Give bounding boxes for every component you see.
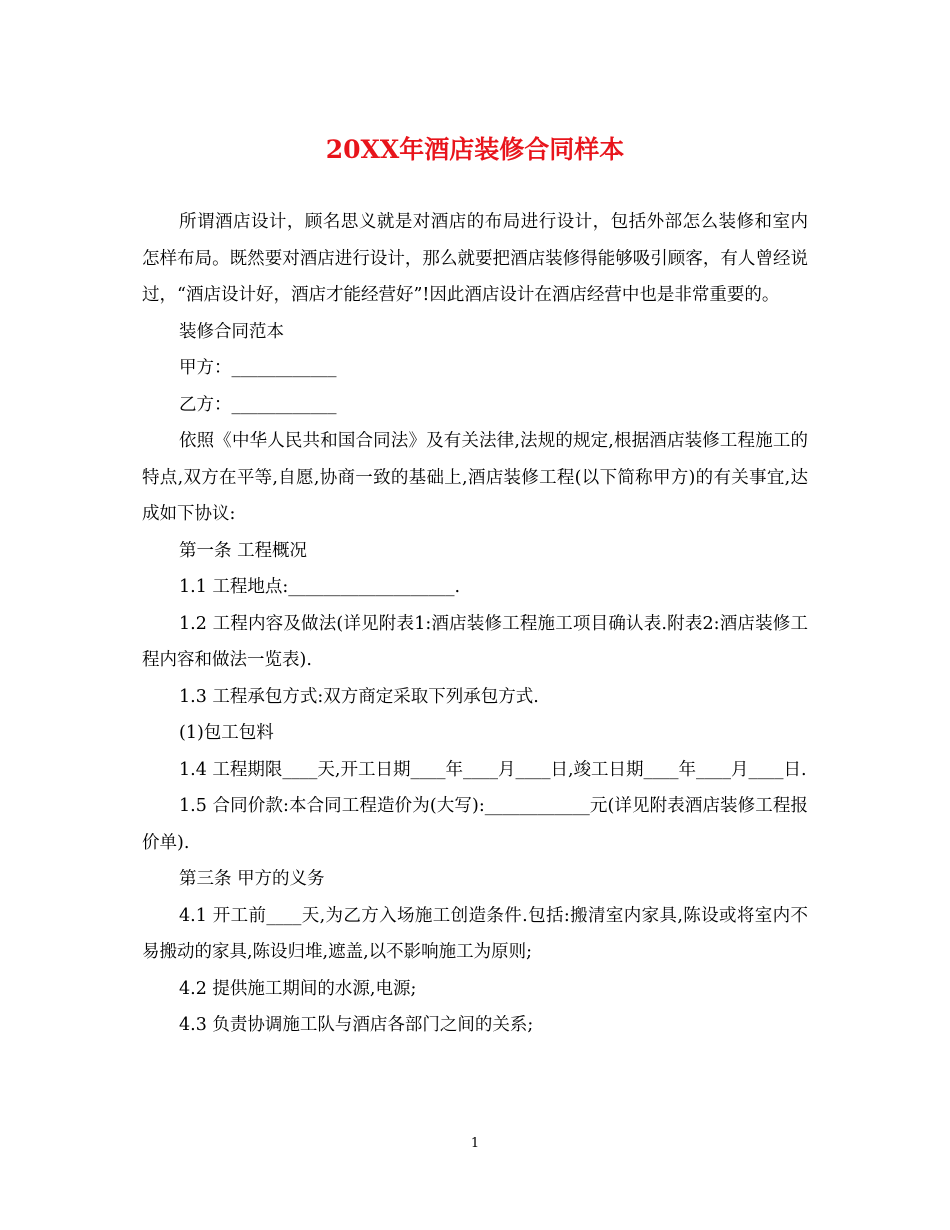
article-1-heading: 第一条 工程概况 [179, 540, 308, 561]
contract-template-heading: 装修合同范本 [179, 321, 284, 342]
party-a-line: 甲方：____________ [179, 358, 337, 378]
clause-1-1: 1.1 工程地点:___________________. [179, 577, 461, 597]
legal-basis-paragraph: 依照《中华人民共和国合同法》及有关法律,法规的规定,根据酒店装修工程施工的特点,双方在平等,自愿,协商一致的基础上,酒店装修工程(以下简称甲方)的有关事宜,达成如下协议: [142, 431, 808, 524]
clause-4-2: 4.2 提供施工期间的水源,电源; [179, 978, 417, 999]
clause-1-3-option: (1)包工包料 [179, 723, 274, 743]
clause-1-3: 1.3 工程承包方式:双方商定采取下列承包方式. [179, 686, 539, 707]
clause-4-3: 4.3 负责协调施工队与酒店各部门之间的关系; [179, 1015, 534, 1035]
page-number: 1 [470, 1136, 480, 1151]
clause-1-2: 1.2 工程内容及做法(详见附表1:酒店装修工程施工项目确认表.附表2:酒店装修工程内容和做法一览表). [142, 613, 808, 670]
clause-1-5: 1.5 合同价款:本合同工程造价为(大写):____________元(详见附表酒店装修工程报价单). [142, 796, 808, 853]
clause-4-1: 4.1 开工前____天,为乙方入场施工创造条件.包括:搬清室内家具,陈设或将室内不易搬动的家具,陈设归堆,遮盖,以不影响施工为原则; [142, 905, 808, 962]
intro-paragraph: 所谓酒店设计，顾名思义就是对酒店的布局进行设计，包括外部怎么装修和室内怎样布局。既然要对酒店进行设计，那么就要把酒店装修得能够吸引顾客，有人曾经说过，“酒店设计好，酒店才能经营好”!因此酒店设计在酒店经营中也是非常重要的。 [142, 212, 808, 305]
party-b-line: 乙方：____________ [179, 394, 337, 415]
document-title: 20XX年酒店装修合同样本 [325, 135, 625, 164]
article-3-heading: 第三条 甲方的义务 [179, 869, 325, 889]
clause-1-4: 1.4 工程期限____天,开工日期____年____月____日,竣工日期____年____月____日. [179, 759, 807, 780]
document-body [142, 204, 808, 1044]
